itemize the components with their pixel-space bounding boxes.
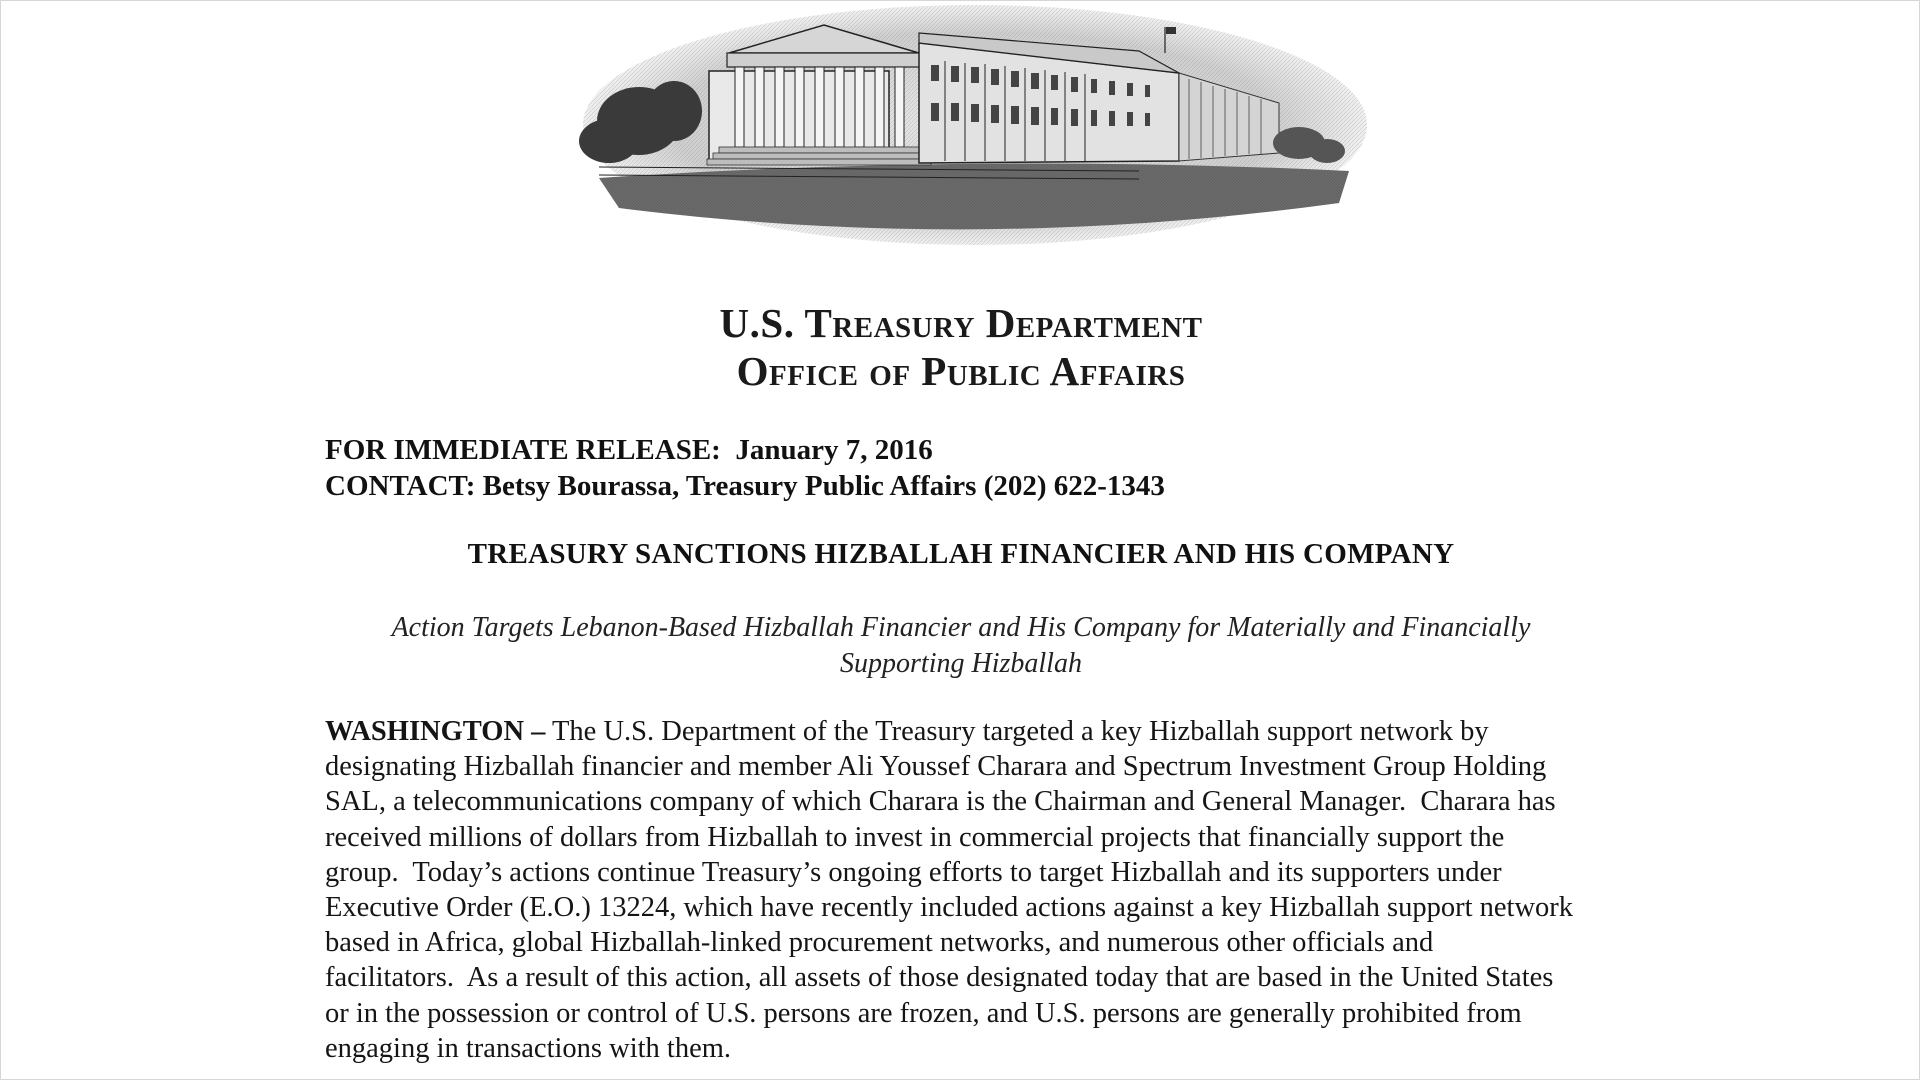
body-line: based in Africa, global Hizballah-linked procurement networks, and numerous other officials and (325, 927, 1434, 959)
body-line-text: The U.S. Department of the Treasury targeted a key Hizballah support network by (545, 716, 1489, 747)
press-release-headline: TREASURY SANCTIONS HIZBALLAH FINANCIER AND HIS COMPANY (467, 538, 1455, 570)
subheadline-line-1: Action Targets Lebanon-Based Hizballah Financier and His Company for Materially and Financially (391, 612, 1531, 643)
contact-line: CONTACT: Betsy Bourassa, Treasury Public Affairs (202) 622-1343 (325, 470, 1165, 502)
body-line: SAL, a telecommunications company of which Charara is the Chairman and General Manager. Charara has (325, 786, 1556, 818)
release-date-line: FOR IMMEDIATE RELEASE: January 7, 2016 (325, 434, 933, 466)
body-line: facilitators. As a result of this action, all assets of those designated today that are based in the United States (325, 962, 1554, 994)
treasury-building-engraving-icon (579, 3, 1371, 257)
body-line: engaging in transactions with them. (325, 1032, 732, 1064)
body-line: group. Today’s actions continue Treasury’s ongoing efforts to target Hizballah and its supporters under (325, 856, 1502, 888)
dateline: WASHINGTON – (325, 716, 546, 747)
body-line: received millions of dollars from Hizballah to invest in commercial projects that financially support the (325, 821, 1505, 853)
body-line: designating Hizballah financier and member Ali Youssef Charara and Spectrum Investment Group Holding (325, 751, 1547, 783)
press-release-body (325, 714, 1625, 1066)
press-release-subheadline (361, 610, 1561, 682)
masthead (1, 299, 1920, 395)
release-info (325, 432, 1625, 504)
subheadline-line-2: Supporting Hizballah (840, 648, 1082, 679)
body-line: or in the possession or control of U.S. persons are frozen, and U.S. persons are generally prohibited from (325, 997, 1522, 1029)
department-title: U.S. Treasury Department (719, 300, 1203, 346)
office-title: Office of Public Affairs (736, 348, 1186, 394)
body-line (325, 714, 1625, 749)
body-line: Executive Order (E.O.) 13224, which have recently included actions against a key Hizballah support network (325, 892, 1574, 924)
